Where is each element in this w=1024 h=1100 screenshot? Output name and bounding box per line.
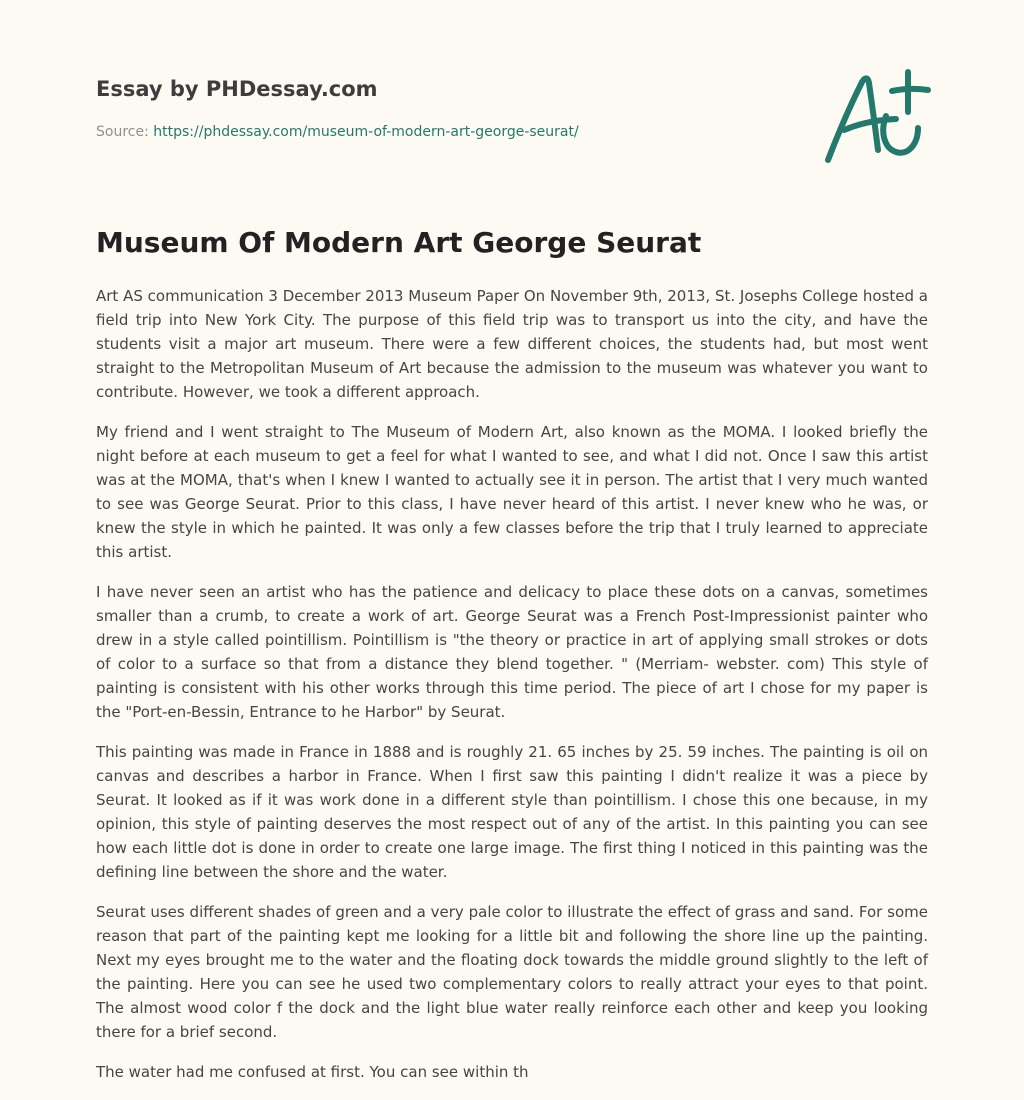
source-link[interactable]: https://phdessay.com/museum-of-modern-art-george-seurat/	[153, 124, 579, 140]
paragraph: The water had me confused at first. You can see within th	[96, 1063, 529, 1081]
paragraph: Art AS communication 3 December 2013 Museum Paper On November 9th, 2013, St. Josephs College hosted a field trip into New York City. The purpose of this field trip was to transport us into the city, and have the students visit a major art museum. There were a few different choices, the students had, but most went straight to the Metropolitan Museum of Art because the admission to the museum was whatever you want to contribute. However, we took a different approach.	[96, 287, 928, 401]
paragraph: I have never seen an artist who has the patience and delicacy to place these dots on a canvas, sometimes smaller than a crumb, to create a work of art. George Seurat was a French Post-Impressionist painter who drew in a style called pointillism. Pointillism is "the theory or practice in art of applying small strokes or dots of color to a surface so that from a distance they blend together. " (Merriam- webster. com) This style of painting is consistent with his other works through this time period. The piece of art I chose for my paper is the "Port-en-Bessin, Entrance to he Harbor" by Seurat.	[96, 583, 928, 721]
brand-title: Essay by PHDessay.com	[96, 77, 378, 101]
source-label: Source:	[96, 124, 154, 140]
essay-header	[96, 0, 928, 200]
a-plus-logo-icon	[822, 64, 932, 168]
essay-title: Museum Of Modern Art George Seurat	[96, 226, 702, 259]
paragraph: My friend and I went straight to The Museum of Modern Art, also known as the MOMA. I looked briefly the night before at each museum to get a feel for what I wanted to see, and what I did not. Once I saw this artist was at the MOMA, that's when I knew I wanted to actually see it in person. The artist that I very much wanted to see was George Seurat. Prior to this class, I have never heard of this artist. I never knew who he was, or knew the style in which he painted. It was only a few classes before the trip that I truly learned to appreciate this artist.	[96, 423, 928, 561]
source-line	[96, 124, 579, 140]
essay-body	[96, 284, 928, 1100]
paragraph: Seurat uses different shades of green and a very pale color to illustrate the effect of grass and sand. For some reason that part of the painting kept me looking for a little bit and following the shore line up the painting. Next my eyes brought me to the water and the floating dock towards the middle ground slightly to the left of the painting. Here you can see he used two complementary colors to really attract your eyes to that point. The almost wood color f the dock and the light blue water really reinforce each other and keep you looking there for a brief second.	[96, 903, 928, 1041]
paragraph: This painting was made in France in 1888 and is roughly 21. 65 inches by 25. 59 inches. The painting is oil on canvas and describes a harbor in France. When I first saw this painting I didn't realize it was a piece by Seurat. It looked as if it was work done in a different style than pointillism. I chose this one because, in my opinion, this style of painting deserves the most respect out of any of the artist. In this painting you can see how each little dot is done in order to create one large image. The first thing I noticed in this painting was the defining line between the shore and the water.	[96, 743, 928, 881]
